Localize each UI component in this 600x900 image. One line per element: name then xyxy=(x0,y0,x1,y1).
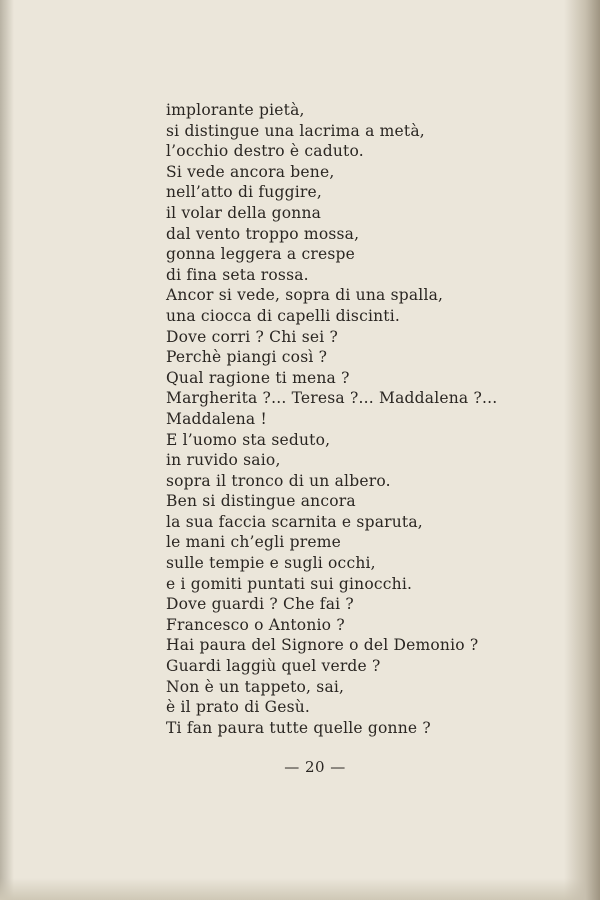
poem-line: E l’uomo sta seduto, xyxy=(166,430,331,449)
poem-line: una ciocca di capelli discinti. xyxy=(166,306,401,325)
page-bottom-edge xyxy=(0,878,600,900)
poem-text xyxy=(166,100,497,738)
poem-line: implorante pietà, xyxy=(166,101,305,119)
poem-line: Dove corri ? Chi sei ? xyxy=(166,327,339,346)
poem-line: di fina seta rossa. xyxy=(166,265,309,284)
poem-line: le mani ch’egli preme xyxy=(166,533,341,552)
poem-line: Francesco o Antonio ? xyxy=(166,615,345,634)
poem-line: Margherita ?... Teresa ?... Maddalena ?... xyxy=(166,389,498,408)
poem-line: dal vento troppo mossa, xyxy=(166,224,360,243)
poem-line: Dove guardi ? Che fai ? xyxy=(166,595,354,614)
poem-line: Guardi laggiù quel verde ? xyxy=(166,657,381,676)
poem-line: sopra il tronco di un albero. xyxy=(166,471,391,490)
poem-line: Ben si distingue ancora xyxy=(166,492,356,511)
poem-line: gonna leggera a crespe xyxy=(166,245,355,264)
poem-line: il volar della gonna xyxy=(166,203,322,222)
poem-line: sulle tempie e sugli occhi, xyxy=(166,554,376,573)
poem-line: è il prato di Gesù. xyxy=(166,698,311,717)
poem-line: Non è un tappeto, sai, xyxy=(166,677,345,696)
poem-line: Si vede ancora bene, xyxy=(166,162,335,181)
poem-line: nell’atto di fuggire, xyxy=(166,183,322,202)
poem-line: Hai paura del Signore o del Demonio ? xyxy=(166,636,479,655)
poem-line: Perchè piangi così ? xyxy=(166,348,328,367)
poem-line: Maddalena ! xyxy=(166,409,267,428)
poem-line: Ti fan paura tutte quelle gonne ? xyxy=(166,718,431,737)
page-number: — 20 — xyxy=(284,758,346,776)
poem-line: si distingue una lacrima a metà, xyxy=(166,121,425,140)
poem-line: in ruvido saio, xyxy=(166,451,281,470)
poem-line: Ancor si vede, sopra di una spalla, xyxy=(166,286,444,305)
poem-line: l’occhio destro è caduto. xyxy=(166,142,364,161)
poem-line: Qual ragione ti mena ? xyxy=(166,368,350,387)
poem-line: la sua faccia scarnita e sparuta, xyxy=(166,512,423,531)
poem-line: e i gomiti puntati sui ginocchi. xyxy=(166,574,413,593)
